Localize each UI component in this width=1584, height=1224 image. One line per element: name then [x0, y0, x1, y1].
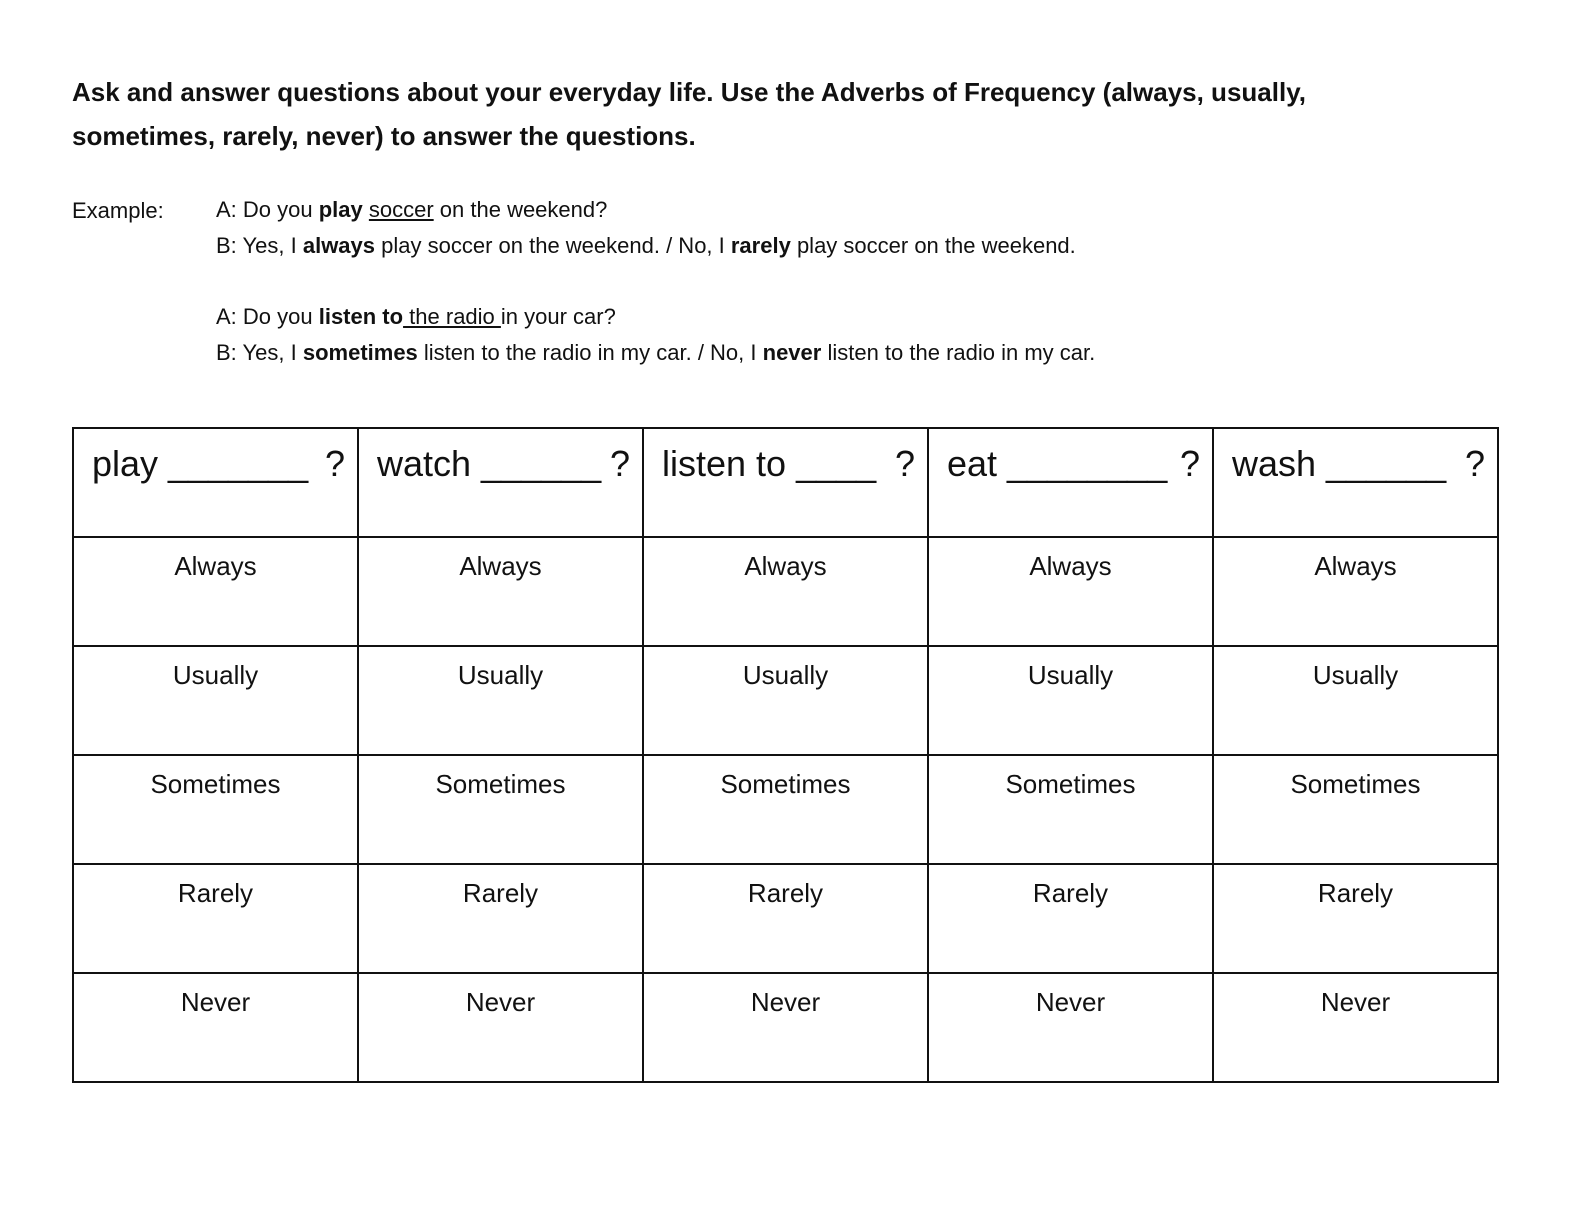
cell-text: Rarely [747, 878, 824, 908]
cell-text: Always [1314, 551, 1397, 581]
table-cell [358, 537, 643, 646]
example-2-question [216, 299, 1095, 335]
cell-text: Always [1029, 551, 1112, 581]
example-1-answer-suffix: play soccer on the weekend. [790, 233, 1076, 258]
header-wash-text: wash ______ [1232, 443, 1447, 484]
header-watch [358, 428, 643, 537]
instructions-heading [72, 70, 1492, 158]
cell-text: Rarely [462, 878, 539, 908]
example-2-object: the radio [403, 304, 501, 329]
table-row-usually [73, 646, 1498, 755]
table-cell [928, 973, 1213, 1082]
cell-text: Rarely [1317, 878, 1394, 908]
table-cell [358, 973, 643, 1082]
table-row-rarely [73, 864, 1498, 973]
header-watch-text: watch ______ [377, 443, 602, 484]
table-cell [643, 755, 928, 864]
example-1-adverb-always: always [302, 233, 376, 258]
header-wash [1213, 428, 1498, 537]
table-header-row [73, 428, 1498, 537]
header-play-question-mark: ? [324, 443, 345, 484]
cell-text: Never [1320, 987, 1391, 1017]
table-cell [73, 864, 358, 973]
cell-text: Always [459, 551, 542, 581]
header-play [73, 428, 358, 537]
cell-text: Always [744, 551, 827, 581]
example-1-question-prefix: A: Do you [216, 197, 319, 222]
example-2-answer-middle: listen to the radio in my car. / No, I [417, 340, 763, 365]
example-1-question [216, 192, 1076, 228]
example-2-adverb-never: never [762, 340, 822, 365]
table-cell [73, 973, 358, 1082]
table-cell [928, 537, 1213, 646]
example-1-answer-prefix: B: Yes, I [216, 233, 303, 258]
table-cell [928, 646, 1213, 755]
example-1-answer [216, 228, 1076, 264]
cell-text: Sometimes [1005, 769, 1136, 799]
cell-text: Usually [1312, 660, 1399, 690]
table-cell [1213, 973, 1498, 1082]
cell-text: Usually [742, 660, 829, 690]
example-1-verb: play [318, 197, 363, 222]
example-2-question-prefix: A: Do you [216, 304, 319, 329]
cell-text: Rarely [1032, 878, 1109, 908]
table-cell [358, 755, 643, 864]
table-cell [643, 537, 928, 646]
header-play-text: play _______ [92, 443, 309, 484]
cell-text: Never [180, 987, 251, 1017]
example-2-answer-prefix: B: Yes, I [216, 340, 303, 365]
example-2-adverb-sometimes: sometimes [302, 340, 418, 365]
cell-text: Never [465, 987, 536, 1017]
cell-text: Never [1035, 987, 1106, 1017]
table-cell [1213, 755, 1498, 864]
example-label: Example: [72, 198, 164, 223]
table-row-sometimes [73, 755, 1498, 864]
instructions-line-1: Ask and answer questions about your everyday life. Use the Adverbs of Frequency (always, usually, [72, 77, 1306, 107]
table-row-always [73, 537, 1498, 646]
cell-text: Never [750, 987, 821, 1017]
table-cell [928, 864, 1213, 973]
header-listen-to [643, 428, 928, 537]
header-wash-question-mark: ? [1464, 443, 1485, 484]
cell-text: Sometimes [1290, 769, 1421, 799]
example-1-object: soccer [368, 197, 434, 222]
header-eat [928, 428, 1213, 537]
table-cell [73, 755, 358, 864]
table-cell [643, 973, 928, 1082]
example-2-answer-suffix: listen to the radio in my car. [821, 340, 1096, 365]
table-cell [643, 864, 928, 973]
table-cell [73, 646, 358, 755]
cell-text: Rarely [177, 878, 254, 908]
cell-text: Usually [457, 660, 544, 690]
cell-text: Sometimes [720, 769, 851, 799]
table-cell [643, 646, 928, 755]
example-2-answer [216, 335, 1095, 371]
cell-text: Sometimes [150, 769, 281, 799]
table-cell [1213, 864, 1498, 973]
cell-text: Usually [172, 660, 259, 690]
table-cell [358, 864, 643, 973]
cell-text: Sometimes [435, 769, 566, 799]
example-pair-2 [216, 299, 1095, 371]
example-1-adverb-rarely: rarely [730, 233, 791, 258]
table-cell [1213, 537, 1498, 646]
header-listen-to-text: listen to ____ [662, 443, 877, 484]
table-cell [1213, 646, 1498, 755]
instructions-line-2: sometimes, rarely, never) to answer the questions. [72, 121, 696, 151]
header-listen-to-question-mark: ? [894, 443, 915, 484]
table-cell [73, 537, 358, 646]
header-watch-question-mark: ? [609, 443, 630, 484]
frequency-table [72, 427, 1499, 1083]
example-pair-1 [216, 192, 1076, 264]
example-2-verb: listen to [318, 304, 404, 329]
example-1-answer-middle: play soccer on the weekend. / No, I [375, 233, 731, 258]
table-row-never [73, 973, 1498, 1082]
table-cell [358, 646, 643, 755]
example-1-question-suffix: on the weekend? [433, 197, 608, 222]
cell-text: Always [174, 551, 257, 581]
example-2-question-suffix: in your car? [500, 304, 616, 329]
cell-text: Usually [1027, 660, 1114, 690]
table-cell [928, 755, 1213, 864]
header-eat-text: eat ________ [947, 443, 1168, 484]
header-eat-question-mark: ? [1179, 443, 1200, 484]
